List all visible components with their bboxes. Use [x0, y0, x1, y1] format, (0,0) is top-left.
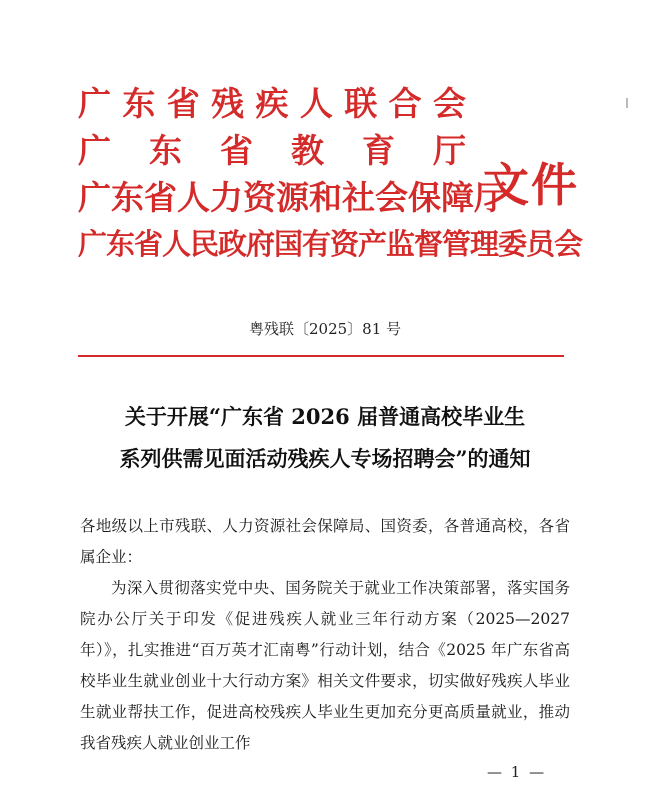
body-paragraph-1: 为深入贯彻落实党中央、国务院关于就业工作决策部署，落实国务院办公厅关于印发《促进残疾人就业三年行动方案（2025—2027 年）》，扎实推进“百万英才汇南粤”行动计划，结合《2025 年广东省高校毕业生就业创业十大行动方案》相关文件要求，切实做好残疾人毕业生就业帮扶工作，促进高校残疾人毕业生更加充分更高质量就业，推动我省残疾人就业创业工作 [80, 579, 570, 752]
document-type-label: 文件 [483, 158, 579, 212]
red-divider-line [78, 355, 564, 357]
notice-title-line-1: 关于开展“广东省 2026 届普通高校毕业生 [124, 404, 526, 429]
document-number: 粤残联〔2025〕81 号 [248, 320, 402, 338]
salutation: 各地级以上市残联、人力资源社会保障局、国资委，各普通高校，各省属企业： [80, 517, 570, 566]
issuer-sasac: 广东省人民政府国有资产监督管理委员会 [78, 227, 583, 261]
scan-mark [626, 98, 628, 108]
issuer-human-resources-department: 广东省人力资源和社会保障厅 [78, 178, 507, 217]
notice-title [60, 396, 590, 480]
issuer-education-department: 广东省教育厅 [78, 131, 466, 170]
page-number: — 1 — [487, 763, 547, 781]
issuer-disabled-persons-federation: 广东省残疾人联合会 [78, 84, 466, 123]
notice-title-line-2: 系列供需见面活动残疾人专场招聘会”的通知 [119, 446, 531, 471]
notice-body [80, 511, 570, 759]
